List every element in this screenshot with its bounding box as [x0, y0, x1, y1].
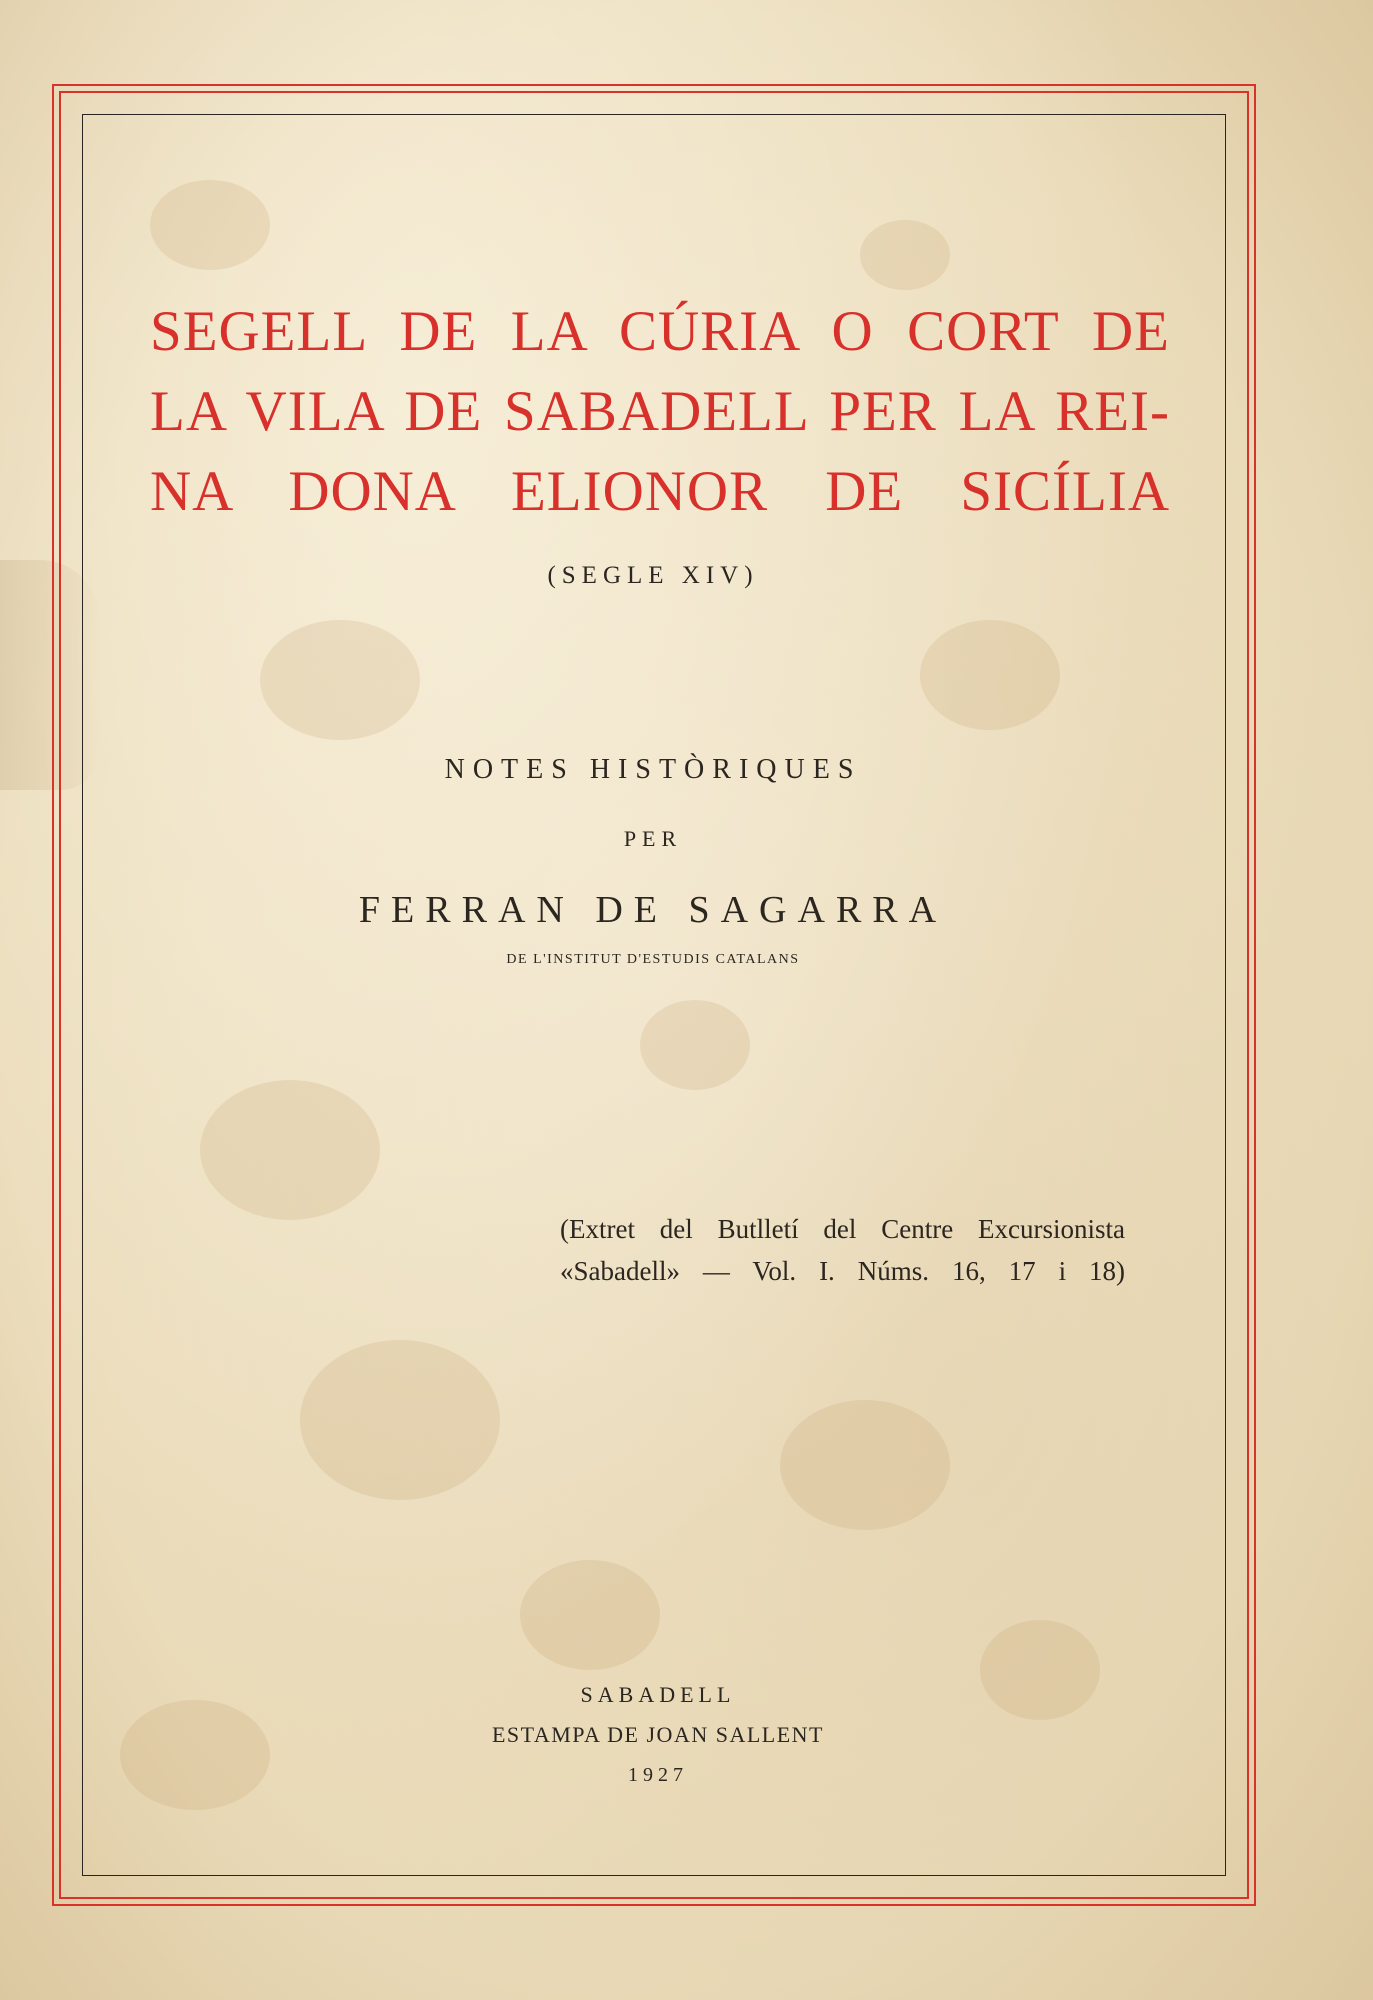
imprint-year: 1927 [628, 1764, 688, 1786]
imprint-city: SABADELL [580, 1682, 736, 1707]
extract-line: «Sabadell» — Vol. I. Núms. 16, 17 i 18) [560, 1256, 1125, 1286]
extract-note [560, 1208, 1125, 1292]
extract-line: (Extret del Butlletí del Centre Excursionista [560, 1214, 1125, 1244]
title-line: LA VILA DE SABADELL PER LA REI- [150, 380, 1170, 443]
author-affiliation: DE L'INSTITUT D'ESTUDIS CATALANS [506, 952, 800, 967]
by-label: PER [623, 826, 683, 851]
book-title [150, 292, 1170, 532]
author-name: FERRAN DE SAGARRA [358, 889, 948, 931]
century-subtitle: (SEGLE XIV) [547, 562, 759, 589]
imprint-printer: ESTAMPA DE JOAN SALLENT [491, 1722, 824, 1747]
title-line: NA DONA ELIONOR DE SICÍLIA [150, 460, 1170, 523]
notes-label: NOTES HISTÒRIQUES [444, 754, 862, 785]
title-line: SEGELL DE LA CÚRIA O CORT DE [150, 300, 1170, 363]
